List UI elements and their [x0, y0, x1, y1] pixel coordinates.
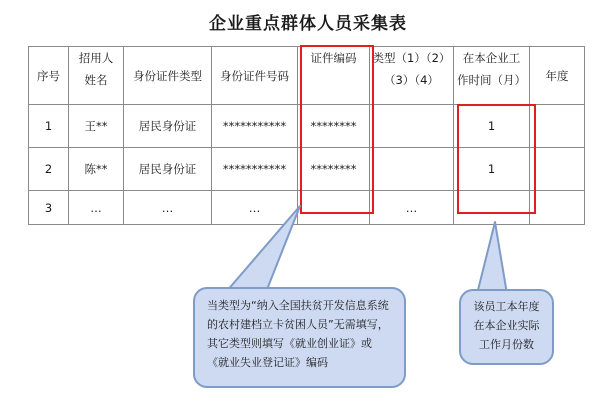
cell-cert-number: ********: [298, 148, 370, 191]
header-id-number: 身份证件号码: [212, 47, 298, 105]
header-seq: 序号: [29, 47, 69, 105]
cell-id-number: …: [212, 191, 298, 225]
cell-seq: 3: [29, 191, 69, 225]
months-note-pointer: [477, 222, 507, 294]
header-year: 年度: [530, 47, 585, 105]
cell-name: 陈**: [69, 148, 124, 191]
cell-seq: 2: [29, 148, 69, 191]
header-category: 类型（1）（2） （3）（4）: [370, 47, 454, 105]
header-id-type: 身份证件类型: [124, 47, 212, 105]
cell-id-type: 居民身份证: [124, 148, 212, 191]
cell-id-number: ***********: [212, 105, 298, 148]
cell-id-number: ***********: [212, 148, 298, 191]
work-months-note-text: 该员工本年度在本企业实际工作月份数: [473, 300, 540, 351]
cert-number-note-text: 当类型为“纳入全国扶贫开发信息系统的农村建档立卡贫困人员”无需填写，其它类型则填写《就业创业证》或《就业失业登记证》编码: [207, 299, 389, 369]
cell-work-months: 1: [454, 148, 530, 191]
page-title: 企业重点群体人员采集表: [209, 14, 407, 34]
cell-cert-number: ********: [298, 105, 370, 148]
cell-name: …: [69, 191, 124, 225]
cell-id-type: 居民身份证: [124, 105, 212, 148]
cert-number-note: [193, 287, 406, 388]
header-work-months: 在本企业工 作时间（月）: [454, 47, 530, 105]
cell-name: 王**: [69, 105, 124, 148]
work-months-note: [459, 289, 554, 365]
cell-id-type: …: [124, 191, 212, 225]
header-cert-number: 证件编码: [298, 47, 370, 105]
header-recruit-name: 招用人 姓名: [69, 47, 124, 105]
cell-work-months: 1: [454, 105, 530, 148]
cell-seq: 1: [29, 105, 69, 148]
cert-note-pointer: [226, 206, 300, 292]
cell-category: …: [370, 191, 454, 225]
